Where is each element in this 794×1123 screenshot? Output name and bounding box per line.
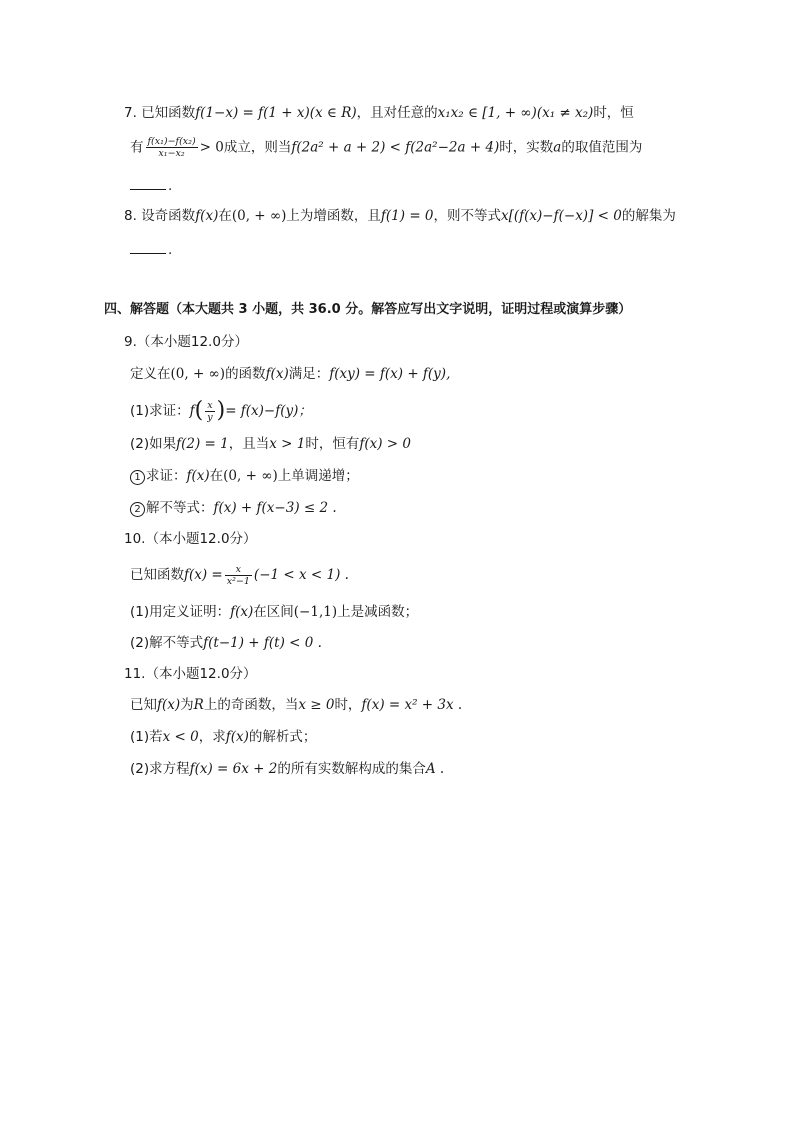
answer-blank[interactable] (130, 177, 166, 190)
q8-text: 的解集为 (621, 208, 676, 224)
q9-text: 上单调递增； (277, 468, 359, 484)
q10-text: 已知函数 (130, 567, 184, 583)
q11-real-set: R (193, 697, 204, 713)
q8-interval: (0, + ∞) (231, 208, 287, 224)
q11-line-1 (130, 695, 462, 715)
q10-line-2 (130, 602, 418, 622)
q9-text: (1)求证： (130, 403, 190, 419)
q11-set-A: A . (425, 761, 445, 777)
question-number: 7. (124, 105, 137, 121)
q8-text: 上为增函数，且 (286, 208, 381, 224)
q7-fraction (146, 136, 198, 159)
q9-text: (2)如果 (130, 436, 177, 452)
q9-text: 的函数 (225, 366, 266, 382)
q11-function: f(x) (157, 697, 181, 713)
q9-function: f(x) (265, 366, 289, 382)
q7-condition-2: f(2a² + a + 2) < f(2a²−2a + 4) (291, 139, 500, 156)
q8-line-1 (124, 206, 676, 226)
q9-inequality: f(x) + f(x−3) ≤ 2 . (213, 500, 337, 516)
q7-period: . (168, 178, 173, 194)
q9-function-f: f (189, 403, 195, 419)
fraction-denominator: x²−1 (226, 575, 250, 587)
circled-number-icon: 1 (130, 470, 145, 485)
q9-text: ，且当 (228, 436, 270, 452)
q9-header: 9.（本小题12.0分） (124, 334, 248, 350)
q11-text: 上的奇函数，当 (203, 697, 299, 713)
q11-text: 已知 (130, 697, 157, 713)
q10-text: 上是减函数； (337, 604, 419, 620)
q9-line-3 (130, 434, 411, 454)
q11-text: (2)求方程 (130, 761, 190, 777)
fraction-numerator: x (205, 400, 214, 412)
q10-line-3 (130, 633, 322, 653)
q9-interval: (0, + ∞) (170, 366, 226, 382)
fraction-denominator: y (207, 411, 213, 423)
answer-blank[interactable] (130, 241, 166, 254)
q10-header: 10.（本小题12.0分） (124, 531, 257, 547)
q11-text: 的解析式； (248, 729, 317, 745)
q11-text: 的所有实数解构成的集合 (277, 761, 426, 777)
q9-text: 求证： (146, 468, 187, 484)
q7-text: 时，实数 (499, 139, 554, 156)
circled-number-icon: 2 (130, 502, 145, 517)
q7-text: 的取值范围为 (561, 139, 643, 156)
q11-text: 为 (180, 697, 194, 713)
q7-text: 有 (130, 139, 144, 156)
q11-equation: f(x) = 6x + 2 (189, 761, 278, 777)
q8-inequality: x[(f(x)−f(−x)] < 0 (501, 208, 622, 224)
q9-text: 满足： (288, 366, 330, 382)
q8-period: . (168, 242, 173, 258)
q11-function: f(x) (225, 729, 249, 745)
q10-text: (2)解不等式 (130, 635, 204, 651)
q8-function: f(x) (195, 208, 219, 224)
q8-answer-line (130, 240, 172, 260)
q9-text: 定义在 (130, 366, 171, 382)
q9-condition: x > 1 (269, 436, 306, 452)
right-paren: ) (216, 398, 226, 423)
q11-text: ，求 (198, 729, 226, 745)
q7-variable-a: a (553, 139, 562, 156)
q9-fraction (205, 400, 214, 423)
q9-line-5 (130, 498, 337, 518)
q11-header: 11.（本小题12.0分） (124, 666, 257, 682)
q10-line-1 (130, 560, 349, 590)
q11-text: 时， (334, 697, 362, 713)
q7-inequality: > 0 (199, 139, 224, 156)
q8-text: ，则不等式 (433, 208, 502, 224)
q9-line-4 (130, 466, 359, 486)
q11-condition: x ≥ 0 (298, 697, 335, 713)
q9-function: f(x) (186, 468, 210, 484)
q10-domain: (−1 < x < 1) . (253, 567, 349, 583)
left-paren: ( (194, 398, 204, 423)
q8-text: 在 (218, 208, 232, 224)
q10-function: f(x) (230, 604, 254, 620)
fraction-numerator: x (225, 564, 252, 576)
q9-interval: (0, + ∞) (223, 468, 278, 484)
fraction-denominator: x₁−x₂ (158, 148, 185, 159)
q7-text: 成立，则当 (223, 139, 292, 156)
q9-text: 解不等式： (146, 500, 214, 516)
q11-text: (1)若 (130, 729, 163, 745)
section-title: 四、解答题（本大题共 3 小题，共 36.0 分。解答应写出文字说明，证明过程或演算步骤） (104, 302, 632, 317)
q7-variables: x₁x₂ ∈ [1, + ∞)(x₁ ≠ x₂) (437, 105, 594, 121)
q11-equation: f(x) = x² + 3x . (361, 697, 463, 713)
q9-equation: f(2) = 1 (176, 436, 229, 452)
q10-function: f(x) = (184, 567, 223, 583)
q11-line-2 (130, 727, 316, 747)
q10-text: (1)用定义证明： (130, 604, 231, 620)
q11-line-3 (130, 759, 444, 779)
q8-condition: f(1) = 0 (380, 208, 434, 224)
q9-line-2 (130, 396, 312, 426)
q7-line-1 (124, 103, 634, 123)
q7-text: 已知函数 (141, 105, 196, 121)
q10-text: 在区间 (253, 604, 294, 620)
q9-equation: = f(x)−f(y)； (225, 403, 312, 419)
q9-text: 时，恒有 (305, 436, 360, 452)
q7-text: ，且对任意的 (356, 105, 438, 121)
q10-fraction (225, 564, 252, 587)
q7-text: 时，恒 (593, 105, 634, 121)
q9-condition: f(x) > 0 (359, 436, 411, 452)
q7-answer-line (130, 176, 172, 196)
q10-interval: (−1,1) (293, 604, 338, 620)
q9-line-1 (130, 364, 450, 384)
q9-equation: f(xy) = f(x) + f(y), (329, 366, 451, 382)
q10-inequality: f(t−1) + f(t) < 0 . (203, 635, 322, 651)
fraction-numerator: f(x₁)−f(x₂) (147, 136, 196, 147)
q9-text: 在 (209, 468, 224, 484)
question-number: 8. (124, 208, 137, 224)
q7-line-2 (130, 136, 642, 159)
q11-condition: x < 0 (162, 729, 199, 745)
q8-text: 设奇函数 (141, 208, 196, 224)
q7-condition: f(1−x) = f(1 + x)(x ∈ R) (195, 105, 357, 121)
